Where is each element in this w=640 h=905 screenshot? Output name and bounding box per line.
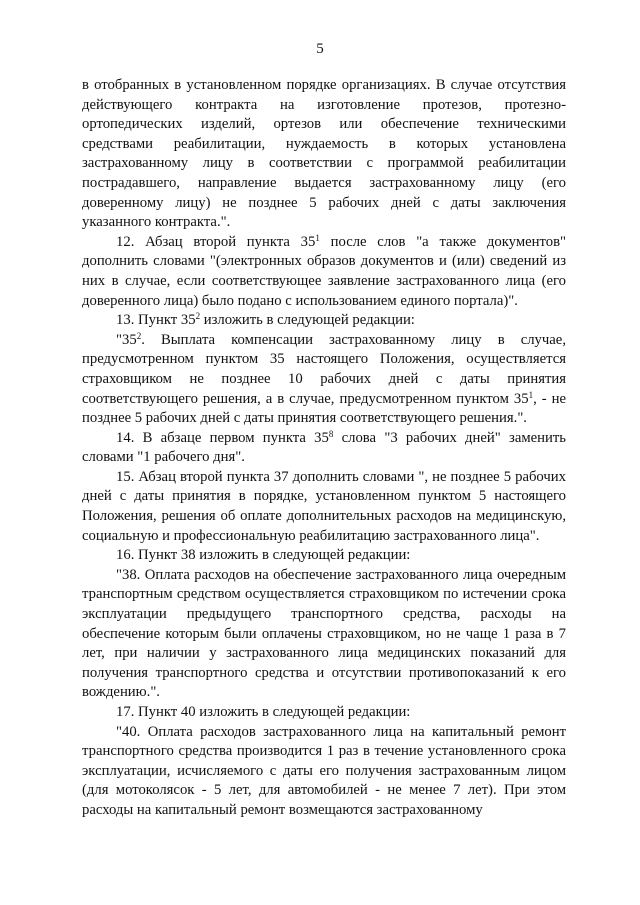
superscript-index: 8 [328, 428, 334, 439]
paragraph [82, 468, 566, 546]
paragraph [82, 703, 566, 723]
page-number: 5 [316, 41, 324, 57]
paragraph-text: 16. Пункт 38 изложить в следующей редакции: [116, 547, 411, 564]
paragraph-text: "40. Оплата расходов застрахованного лица на капитальный ремонт транспортного средства производится 1 раз в течение установленного срока эксплуатации, исчисляемого с даты его получения застрахованным лицом (для мотоколясок - 5 лет, для автомобилей - не менее 7 лет). При этом расходы на капитальный ремонт возмещаются застрахованному [82, 723, 566, 818]
paragraph [82, 76, 566, 233]
paragraph-text: слова "3 рабочих дней" заменить словами "1 рабочего дня". [82, 429, 566, 466]
paragraph-text: в отобранных в установленном порядке организациях. В случае отсутствия действующего контракта на изготовление протезов, протезно-ортопедических изделий, ортезов или обеспечение техническими средствами реабилитации, нуждаемость в которых установлена застрахованному лицу в соответствии с программой реабилитации пострадавшего, направление выдается застрахованному лицу (его доверенному лицу) не позднее 5 рабочих дней с даты заключения указанного контракта.". [82, 77, 566, 231]
paragraph [82, 429, 566, 468]
paragraph-text: после слов "а также документов" дополнить словами "(электронных образов документов и (или) сведений из них в случае, если соответствующее заявление застрахованного лица (его доверенного лица) было подано с использованием единого портала)". [82, 233, 566, 309]
paragraph-text: 15. Абзац второй пункта 37 дополнить словами ", не позднее 5 рабочих дней с даты принятия в порядке, установленном пунктом 5 настоящего Положения, решения об оплате дополнительных расходов на медицинскую, социальную и профессиональную реабилитацию застрахованного лица". [82, 468, 566, 544]
document-body [82, 76, 566, 821]
superscript-index: 2 [136, 330, 142, 341]
paragraph-text: 17. Пункт 40 изложить в следующей редакции: [116, 704, 411, 720]
paragraph-text: "38. Оплата расходов на обеспечение застрахованного лица очередным транспортным средством осуществляется страховщиком по истечении срока эксплуатации предыдущего транспортного средства, расходы на обеспечение которым были оплачены страховщиком, но не чаще 1 раза в 7 лет, при наличии у застрахованного лица медицинских показаний для получения транспортного средства и отсутствии противопоказаний к его вождению.". [82, 566, 566, 701]
superscript-index: 1 [315, 232, 320, 243]
paragraph-text: 14. В абзаце первом пункта 35 [116, 429, 329, 446]
paragraph [82, 723, 566, 821]
paragraph-text: . Выплата компенсации застрахованному лицу в случае, предусмотренном пунктом 35 настоящего Положения, осуществляется страховщиком не позднее 10 рабочих дней с даты принятия соответствующего решения, а в случае, предусмотренном пунктом 35 [82, 331, 566, 407]
paragraph [82, 311, 566, 331]
paragraph [82, 566, 566, 703]
superscript-index: 1 [528, 389, 534, 400]
paragraph-text: , - не позднее 5 рабочих дней с даты принятия соответствующего решения.". [82, 390, 566, 427]
paragraph-text: 12. Абзац второй пункта 35 [116, 233, 316, 250]
paragraph-text: "35 [116, 331, 137, 348]
paragraph [82, 331, 566, 429]
paragraph-text: изложить в следующей редакции: [200, 312, 415, 329]
paragraph [82, 233, 566, 311]
superscript-index: 2 [195, 311, 201, 322]
paragraph-text: 13. Пункт 35 [116, 312, 196, 329]
paragraph [82, 546, 566, 566]
